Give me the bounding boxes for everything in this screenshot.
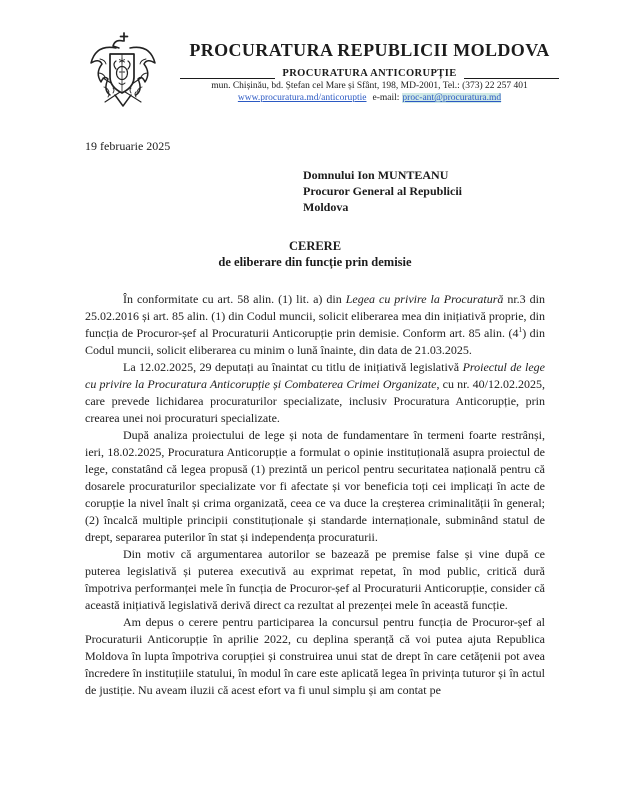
org-name: PROCURATURA REPUBLICII MOLDOVA — [189, 40, 550, 60]
moldova-coat-of-arms-icon — [88, 31, 156, 111]
letterhead — [85, 31, 550, 111]
website-link[interactable]: www.procuratura.md/anticoruptie — [237, 93, 367, 103]
recipient-name: Domnului Ion MUNTEANU — [303, 168, 449, 182]
paragraph: Am depus o cerere pentru participarea la concursul pentru funcția de Procuror-șef al Procuraturii Anticorupție în aprilie 2022, cu deplina speranță că voi putea ajuta Republica Moldova în lupta împotriva corupției și construirea unui stat de drept în care cetățenii pot avea încredere în instituțiile statului, în modul în care este aplicată legea în privința tuturor și în actul de justiție. Nu aveam iluzii că acest efort va fi unul simplu și am contat pe — [85, 615, 545, 697]
letter-date: 19 februarie 2025 — [85, 139, 171, 153]
paragraph: În conformitate cu art. 58 alin. (1) lit. a) din Legea cu privire la Procuratură nr.3 din 25.02.2016 și art. 85 alin. (1) din Codul muncii, solicit eliberarea mea din inițiativă proprie, din funcția de Procuror-șef al Procuraturii Anticorupție prin demisie. Conform art. 85 alin. $(4^1)$ din Codul muncii, solicit eliberarea cu minim o lună înainte, din data de 21.03.2025. — [85, 292, 545, 357]
letterhead-text — [156, 31, 559, 103]
letter-title: CERERE — [288, 239, 342, 253]
department-name: PROCURATURA ANTICORUPȚIE — [282, 68, 457, 79]
recipient-block — [303, 167, 545, 215]
email-link[interactable]: proc-ant@procuratura.md — [402, 93, 502, 103]
paragraph: După analiza proiectului de lege și nota de fundamentare în termeni foarte restrânși, ieri, 18.02.2025, Procuratura Anticorupție a formulat o opinie instituțională asupra proiectul de lege, constatând că legea propusă (1) prezintă un pericol pentru securitatea națională pentru că dosarele procuraturilor specializate vor fi afectate și vor beneficia toți cei implicați în acte de corupție la nivel înalt și crima organizată, ceea ce va duce la creșterea criminalității în general; (2) încalcă multiple principii constituționale și standarde internaționale, subminând statul de drept, separarea puterilor în stat și independența procuraturii. — [85, 428, 545, 544]
left-rule — [180, 69, 275, 79]
recipient-title-line-1: Procuror General al Republicii — [303, 184, 462, 198]
email-label: e-mail: — [372, 93, 400, 103]
paragraph: Din motiv că argumentarea autorilor se bazează pe premise false și vine după ce puterea legislativă și puterea executivă au exprimat repetat, în mod public, critică dură împotriva performanței mele în funcția de Procuror-șef al Procuraturii Anticorupție, consider că această inițiativă legislativă derivă direct ca rezultat al prezenței mele în această funcție. — [85, 547, 545, 612]
paragraph: La 12.02.2025, 29 deputați au înaintat cu titlu de inițiativă legislativă Proiectul de lege cu privire la Procuratura Anticorupție și Combaterea Crimei Organizate, cu nr. 40/12.02.2025, care prevede lichidarea procuraturilor specializate, inclusiv Procuratura Anticorupție, prin crearea unei noi procuraturi specializate. — [85, 360, 545, 425]
letter-subtitle: de eliberare din funcție prin demisie — [218, 255, 412, 269]
recipient-title-line-2: Moldova — [303, 200, 349, 214]
right-rule — [464, 69, 559, 79]
letter-body — [85, 291, 545, 699]
department-row — [180, 68, 559, 79]
address-line: mun. Chișinău, bd. Ștefan cel Mare și Sfânt, 198, MD-2001, Tel.: (373) 22 257 401 — [211, 81, 528, 91]
contact-links — [180, 93, 559, 103]
